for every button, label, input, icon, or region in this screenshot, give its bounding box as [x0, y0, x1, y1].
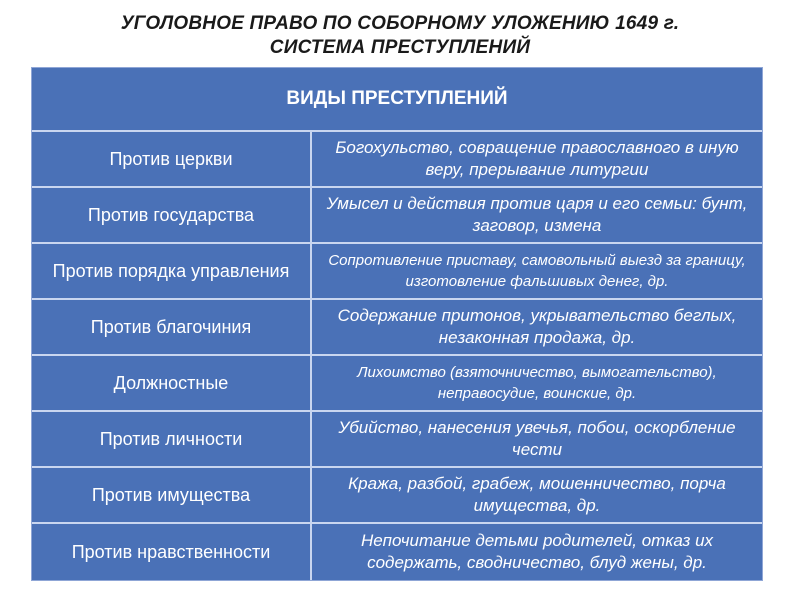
crimes-table [31, 67, 763, 581]
crime-type-cell: Против государства [32, 188, 312, 242]
page-title [0, 12, 800, 60]
crime-description-cell: Убийство, нанесения увечья, побои, оскорбление чести [338, 418, 736, 459]
crime-type-cell: Против нравственности [32, 524, 312, 580]
title-line-1: УГОЛОВНОЕ ПРАВО ПО СОБОРНОМУ УЛОЖЕНИЮ 1649 г. [120, 13, 680, 34]
table-row [32, 244, 762, 300]
crime-description-cell: Содержание притонов, укрывательство беглых, незаконная продажа, др. [337, 306, 737, 347]
table-row [32, 300, 762, 356]
table-row [32, 356, 762, 412]
crime-description-cell: Умысел и действия против царя и его семьи: бунт, заговор, измена [326, 194, 748, 235]
table-row [32, 524, 762, 580]
title-line-2: СИСТЕМА ПРЕСТУПЛЕНИЙ [269, 37, 531, 58]
crime-type-cell: Против личности [32, 412, 312, 466]
crime-description-cell: Кража, разбой, грабеж, мошенничество, порча имущества, др. [348, 474, 726, 515]
crime-type-cell: Против благочиния [32, 300, 312, 354]
crime-type-cell: Против имущества [32, 468, 312, 522]
table-row [32, 188, 762, 244]
table-header: ВИДЫ ПРЕСТУПЛЕНИЙ [32, 68, 762, 132]
table-row [32, 132, 762, 188]
crime-type-cell: Должностные [32, 356, 312, 410]
crime-description-cell: Сопротивление приставу, самовольный выезд за границу, изготовление фальшивых денег, др. [328, 252, 746, 290]
crime-description-cell: Непочитание детьми родителей, отказ их содержать, сводничество, блуд жены, др. [360, 531, 714, 572]
crime-type-cell: Против церкви [32, 132, 312, 186]
table-row [32, 412, 762, 468]
table-row [32, 468, 762, 524]
crime-description-cell: Богохульство, совращение православного в иную веру, прерывание литургии [335, 138, 739, 179]
crime-type-cell: Против порядка управления [32, 244, 312, 298]
crime-description-cell: Лихоимство (взяточничество, вымогательство), неправосудие, воинские, др. [357, 364, 717, 402]
